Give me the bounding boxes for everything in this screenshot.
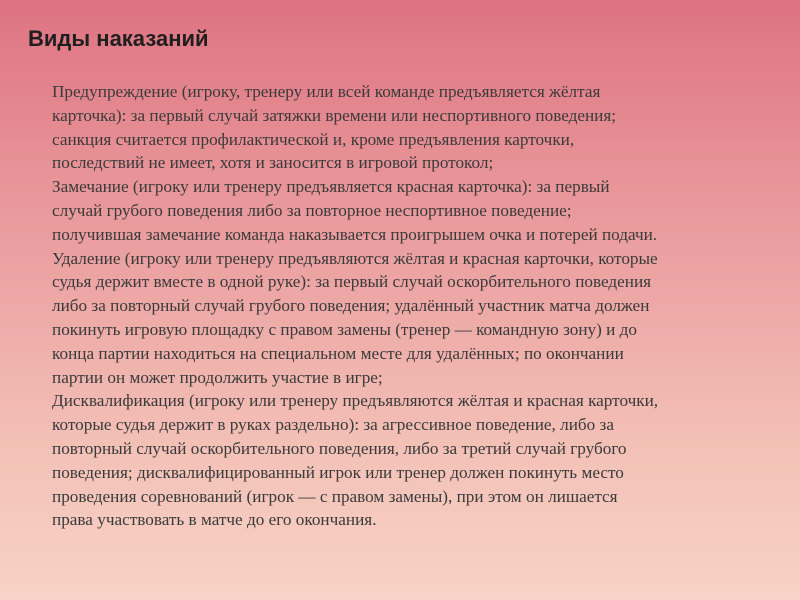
body-line: партии он может продолжить участие в игре;	[52, 367, 383, 387]
body-line: поведения; дисквалифицированный игрок или тренер должен покинуть место	[52, 462, 624, 482]
body-line: права участвовать в матче до его окончания.	[52, 510, 377, 530]
body-line: Замечание (игроку или тренеру предъявляется красная карточка): за первый	[52, 177, 610, 197]
body-line: конца партии находиться на специальном месте для удалённых; по окончании	[52, 343, 624, 363]
body-line: карточка): за первый случай затяжки времени или неспортивного поведения;	[52, 105, 617, 125]
body-line: покинуть игровую площадку с правом замены (тренер — командную зону) и до	[52, 319, 637, 339]
slide-body-text	[52, 80, 792, 532]
body-line: случай грубого поведения либо за повторное неспортивное поведение;	[52, 200, 572, 220]
body-line: санкция считается профилактической и, кроме предъявления карточки,	[52, 129, 575, 149]
body-line: проведения соревнований (игрок — с правом замены), при этом он лишается	[52, 486, 618, 506]
slide-title: Виды наказаний	[28, 26, 209, 51]
body-line: либо за повторный случай грубого поведения; удалённый участник матча должен	[52, 296, 650, 316]
body-line: Предупреждение (игроку, тренеру или всей команде предъявляется жёлтая	[52, 82, 601, 101]
body-line: повторный случай оскорбительного поведения, либо за третий случай грубого	[52, 438, 627, 458]
body-line: Удаление (игроку или тренеру предъявляются жёлтая и красная карточки, которые	[52, 248, 658, 268]
body-line: которые судья держит в руках раздельно): за агрессивное поведение, либо за	[52, 415, 614, 435]
body-line: получившая замечание команда наказывается проигрышем очка и потерей подачи.	[52, 224, 658, 244]
body-line: Дисквалификация (игроку или тренеру предъявляются жёлтая и красная карточки,	[52, 391, 659, 411]
body-line: последствий не имеет, хотя и заносится в игровой протокол;	[52, 153, 494, 173]
body-line: судья держит вместе в одной руке): за первый случай оскорбительного поведения	[52, 272, 652, 292]
